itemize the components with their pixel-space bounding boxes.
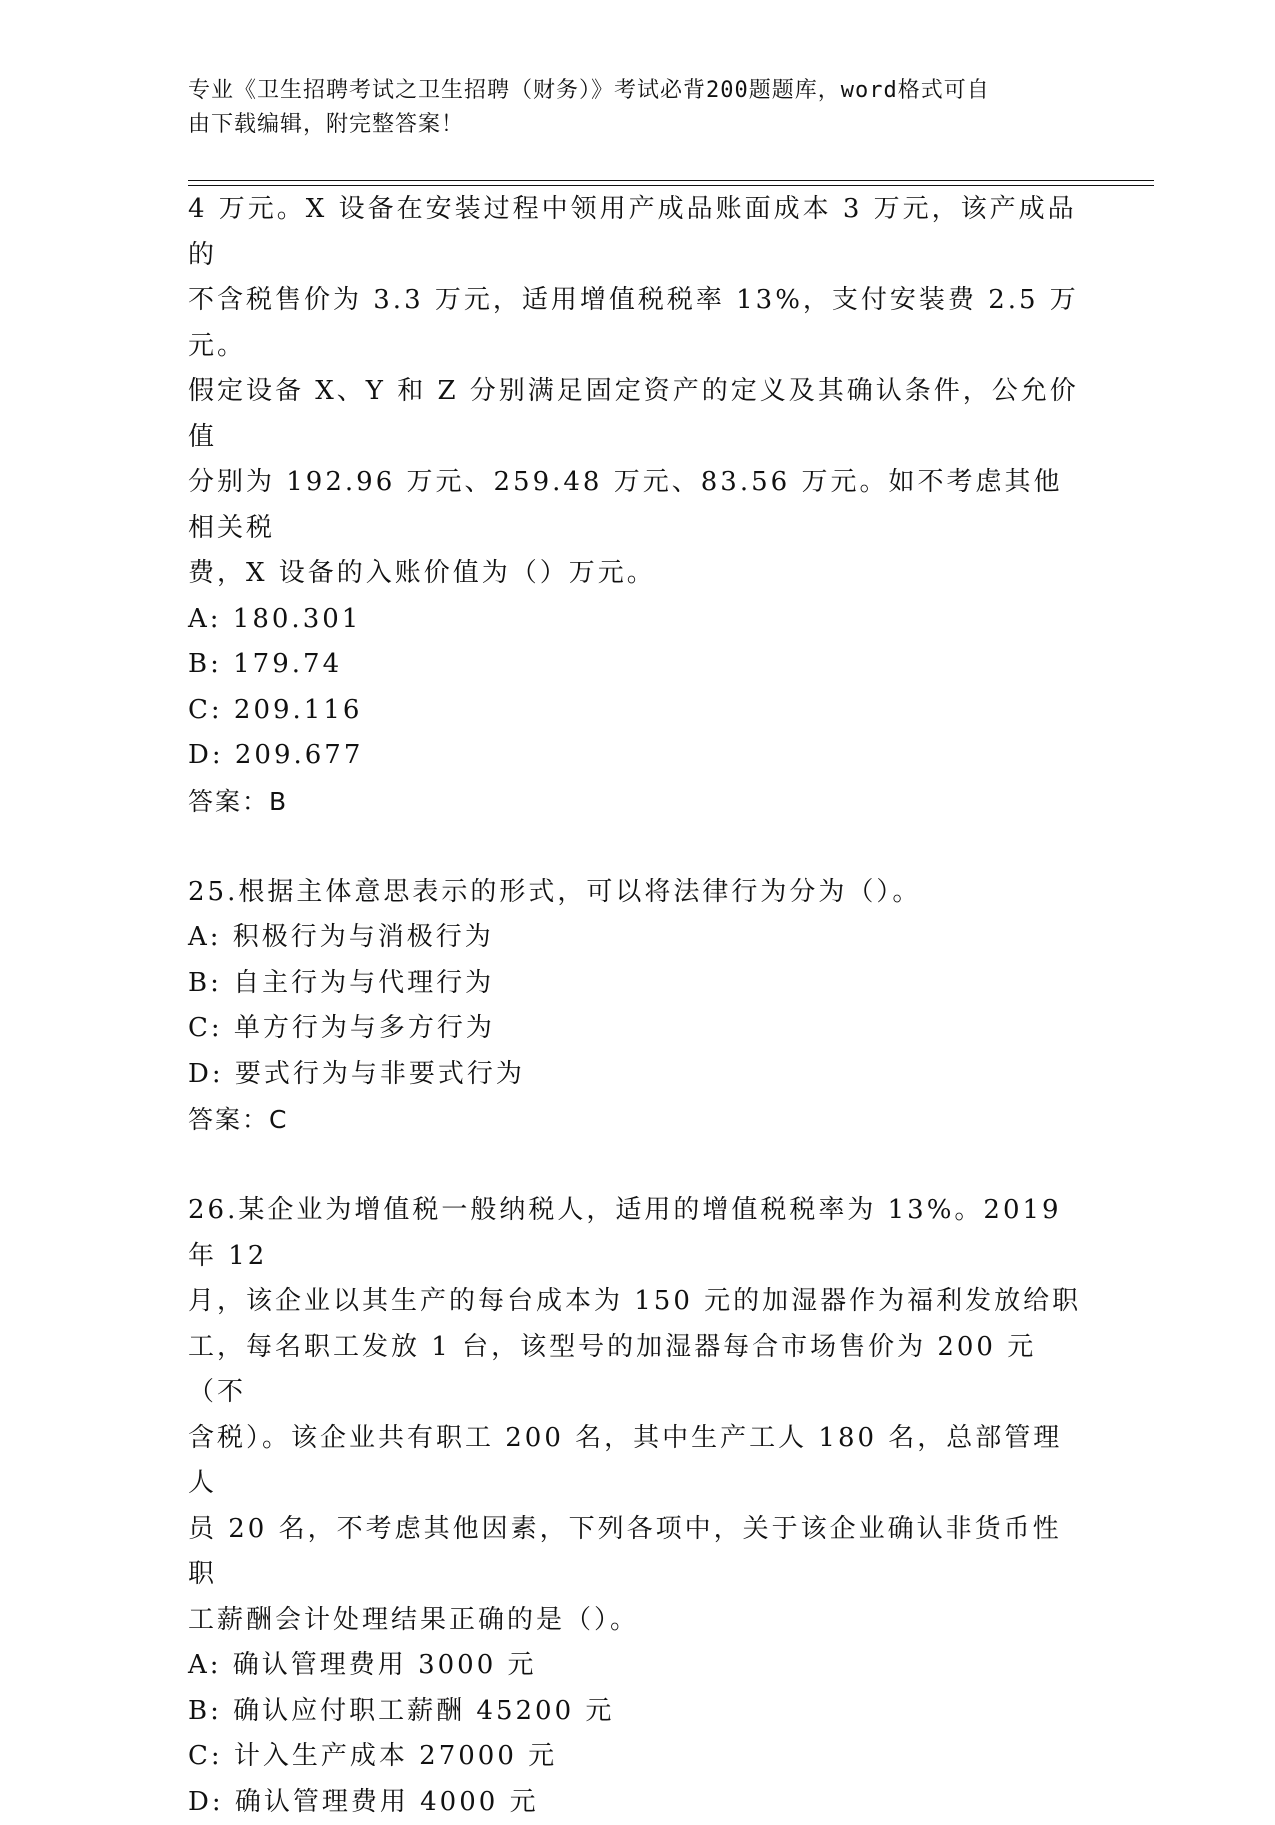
header-rule-bottom — [188, 185, 1154, 186]
option-d: D: 确认管理费用 4000 元 — [188, 1780, 1088, 1825]
question-26 — [188, 1188, 1088, 1825]
question-text-line: 员 20 名，不考虑其他因素，下列各项中，关于该企业确认非货币性职 — [188, 1507, 1088, 1598]
header-line-2: 由下载编辑，附完整答案！ — [188, 108, 1088, 142]
question-25 — [188, 870, 1088, 1143]
question-text-line: 假定设备 X、Y 和 Z 分别满足固定资产的定义及其确认条件，公允价值 — [188, 369, 1088, 460]
option-b: B: 自主行为与代理行为 — [188, 961, 1088, 1007]
option-a: A: 确认管理费用 3000 元 — [188, 1643, 1088, 1689]
question-24 — [188, 187, 1088, 824]
spacer — [188, 1143, 1088, 1189]
option-a: A: 180.301 — [188, 597, 1088, 643]
option-a: A: 积极行为与消极行为 — [188, 915, 1088, 961]
question-text-line: 费，X 设备的入账价值为（）万元。 — [188, 551, 1088, 597]
option-b: B: 确认应付职工薪酬 45200 元 — [188, 1689, 1088, 1735]
question-text-line: 不含税售价为 3.3 万元，适用增值税税率 13%，支付安装费 2.5 万元。 — [188, 278, 1088, 369]
question-text-line: 工薪酬会计处理结果正确的是（）。 — [188, 1598, 1088, 1644]
answer: 答案：C — [188, 1097, 1088, 1143]
header-rule-top — [188, 180, 1154, 181]
option-b: B: 179.74 — [188, 642, 1088, 688]
spacer — [188, 824, 1088, 870]
question-text-line: 分别为 192.96 万元、259.48 万元、83.56 万元。如不考虑其他相关税 — [188, 460, 1088, 551]
answer: 答案：B — [188, 779, 1088, 825]
question-text-line: 工，每名职工发放 1 台，该型号的加湿器每合市场售价为 200 元（不 — [188, 1325, 1088, 1416]
document-header — [188, 74, 1088, 142]
header-line-1: 专业《卫生招聘考试之卫生招聘（财务）》考试必背200题题库，word格式可自 — [188, 74, 1088, 108]
question-text-line: 26.某企业为增值税一般纳税人，适用的增值税税率为 13%。2019 年 12 — [188, 1188, 1088, 1279]
question-text-line: 月，该企业以其生产的每台成本为 150 元的加湿器作为福利发放给职 — [188, 1279, 1088, 1325]
question-text-line: 4 万元。X 设备在安装过程中领用产成品账面成本 3 万元，该产成品的 — [188, 187, 1088, 278]
option-c: C: 计入生产成本 27000 元 — [188, 1734, 1088, 1780]
option-d: D: 要式行为与非要式行为 — [188, 1052, 1088, 1098]
question-text-line: 含税）。该企业共有职工 200 名，其中生产工人 180 名，总部管理人 — [188, 1416, 1088, 1507]
option-c: C: 单方行为与多方行为 — [188, 1006, 1088, 1052]
option-c: C: 209.116 — [188, 688, 1088, 734]
document-body — [188, 187, 1088, 1825]
option-d: D: 209.677 — [188, 733, 1088, 779]
question-text-line: 25.根据主体意思表示的形式，可以将法律行为分为（）。 — [188, 870, 1088, 916]
